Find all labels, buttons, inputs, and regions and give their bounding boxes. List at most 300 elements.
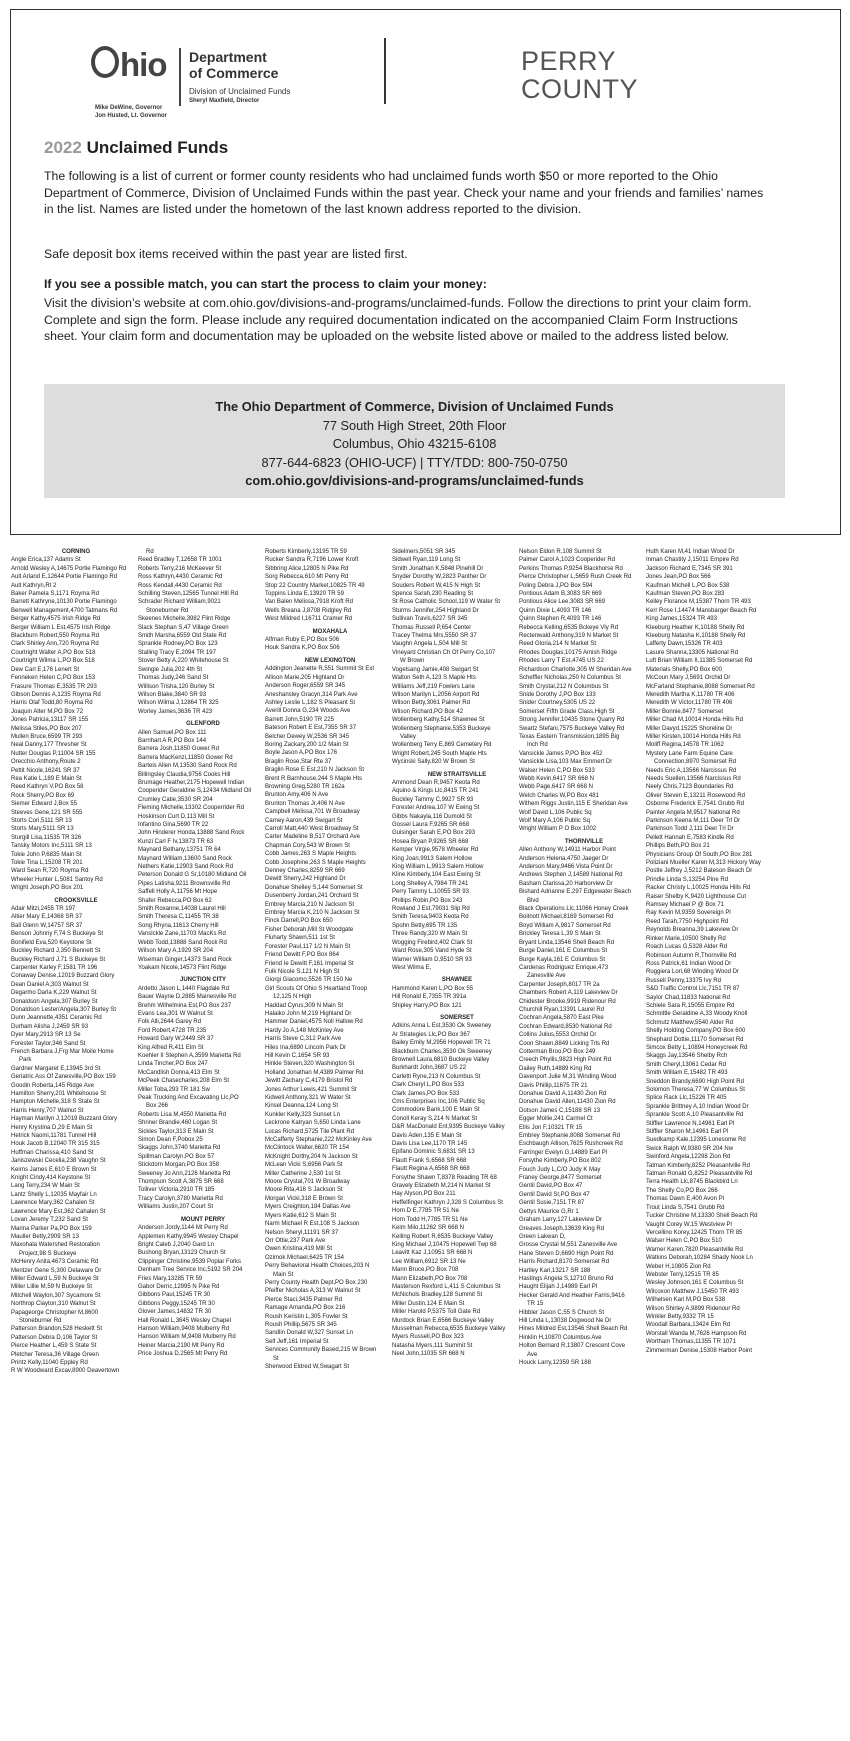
listing-entry: Gibson Dennis A,1235 Royma Rd [11,691,101,698]
listing-entry: Snider Courtney,5305 US 22 [519,700,596,707]
listing-entry: Miller Davyd,15225 Shoreline Dr [646,725,733,732]
listing-entry: Durham Alisha J,2459 SR 93 [11,1023,89,1030]
listing-entry: Vogelsang Jamie,408 Swigart St [392,666,479,673]
listing-entry: Trout Linda S,7541 Grubb Rd [646,1204,725,1211]
listing-entry: Skaggs Jay,13546 Shelby Rch [646,1053,728,1060]
listing-entry: Conaway Denise,12019 Buzzard Glory [11,973,115,980]
listing-entry: Warner William D,9510 SR 93 [392,956,472,963]
listing-entry: Epifano Dominic S,6831 SR 13 [392,1149,475,1156]
listing-entry: Nethers Katie,12903 Sand Rock Rd [138,864,234,871]
listing-entry: Barrera Josh,11850 Gower Rd [138,746,219,753]
listing-entry-continuation: W Brown [400,658,425,665]
listing-entry: Lantz Shelly L,12035 Mayfair Ln [11,1191,97,1198]
listing-entry: Vercellino Korey,12425 Thorn TR 85 [646,1229,743,1236]
listing-entry: Burge Kayla,161 E Columbus St [519,956,606,963]
listing-entry: Poling Debra J,PO Box 594 [519,582,593,589]
listing-entry: Perry Behavioral Health Choices,203 N [265,1263,370,1270]
listing-entry: Jones Arthur Lewis,421 Summit St [265,1086,357,1093]
listing-entry: Tansky Motors Inc,5111 SR 13 [11,843,92,850]
listing-entry: Roush Keristin L,305 Fowler St [265,1313,348,1320]
town-heading: SHAWNEE [441,977,473,984]
listing-entry: Pletcher Teresa,36 Village Green [11,1351,99,1358]
listing-entry: McNichols Bradley,128 Summit St [392,1292,483,1299]
listing-entry: Ault Arland E,12644 Portie Flamingo Rd [11,574,118,581]
listing-entry: Welch Charles W,PO Box 481 [519,792,599,799]
listing-entry: Belcher Dewey W,2536 SR 345 [265,733,350,740]
listing-entry: Campbell Melissa,701 W Broadway [265,809,360,816]
listing-entry: Green Lakwan D, [519,1233,566,1240]
county-name: PERRY COUNTY [521,46,638,104]
listing-entry: Watkins Deborah,10284 Shady Nook Ln [646,1255,753,1262]
listing-entry: Scheffler Nicholas,250 N Columbus St [519,675,621,682]
ohio-commerce-logo [91,46,391,121]
listing-entry: Denham Tree Service Inc,5192 SR 204 [138,1267,243,1274]
listing-entry: Hill Ronald E,7355 TR 391a [392,994,467,1001]
listing-entry: Wilson Marilyn L,2056 Airport Rd [392,691,480,698]
listing-entry: Siemer Edward J,Box 55 [11,801,78,808]
listing-entry: Anderson Mary,9466 Vista Point Dr [519,864,613,871]
listing-entry: Anderson Roger,6559 SR 345 [265,683,346,690]
town-heading: NEW LEXINGTON [304,657,356,664]
listing-entry: Worstall Wanda M,7626 Hampson Rd [646,1330,747,1337]
listing-entry: Kleeburg Heather K,10188 Shelly Rd [646,624,745,631]
town-heading: MOXAHALA [312,628,348,635]
listing-entry: Wogging Firebird,402 Clark St [392,939,473,946]
listing-entry: Racker Christy L,10025 Honda Hills Rd [646,885,751,892]
listing-entry: King William L,9913 Salem Hollow [392,864,484,871]
listing-entry: Houk Sandra K,PO Box 506 [265,645,340,652]
listing-entry: Cotterman Broo,PO Box 249 [519,1048,596,1055]
listing-entry: Creech Phyllis,9823 High Point Rd [519,1057,612,1064]
listing-entry: Carpenter Joseph,8017 TR 2a [519,981,600,988]
listing-entry: Koehler II Stephen A,3599 Marietta Rd [138,1052,241,1059]
listing-entry: D&R MacDonald Ent,9395 Buckeye Valley [392,1124,505,1131]
listing-entry: Benson Johnny F,74 S Buckeye St [11,931,104,938]
listing-entry: Allen Anthony W,14911 Harbor Point [519,847,616,854]
listing-entry: Perry Tammy L,10055 SR 93 [392,889,469,896]
listing-entry: Haddad Cyrus,309 N Main St [265,1002,344,1009]
listing-entry: Williams Justin,207 Court St [138,1204,214,1211]
listing-entry: Brehm Wilhelmina Est,PO Box 237 [138,1002,232,1009]
listing-entry: Goodin Roberta,145 Ridge Ave [11,1082,94,1089]
listing-entry: Hastings Angela S,12710 Bruno Rd [519,1275,614,1282]
listing-entry: Lasure Shanna,13305 National Rd [646,649,739,656]
listing-entry: Boring Zackary,200 1/2 Main St [265,741,349,748]
listing-entry: Knight Cindy,414 Keystone St [11,1175,91,1182]
listing-entry: Collins Julius,5553 Orchid Dr [519,1032,597,1039]
listing-entry: Ozimok Michael,6425 TR 154 [265,1254,344,1261]
listing-entry: Wilson Wilma J,12864 TR 325 [138,700,219,707]
listing-entry: Stiffler Lawrence N,14961 Earl Pl [646,1120,735,1127]
listing-entry-continuation: Park [19,1057,32,1064]
listing-entry: Wolf Mary A,106 Public Sq [519,818,590,824]
listing-entry: Somerset Fifth Grade Class,High St [519,708,615,715]
listing-entry: Basham Clarissa,20 Harborview Dr [519,880,613,887]
listing-column [11,548,141,1376]
listing-entry: Embrey Stephanie,8088 Somerset Rd [519,1133,621,1140]
listing-entry: Walser Helen C,PO Box 533 [519,767,595,774]
listing-entry: Barrett John,5190 TR 225 [265,716,334,723]
listing-entry: Stover Betty A,220 Whitehouse St [138,658,229,665]
governor-names: Mike DeWine, Governor Jon Husted, Lt. Governor [95,105,168,119]
listing-entry: Snyder Dorothy W,2823 Panther Dr [392,574,487,581]
listing-entry: Postle Jeffrey J,5212 Bateson Beach Dr [646,868,753,875]
address-org: The Ohio Department of Commerce, Division of Unclaimed Funds [215,399,614,414]
listing-entry: Forsythe Shawn T,8378 Reading TR 68 [392,1174,497,1181]
listing-entry: King Alfred R,411 Elm St [138,1044,204,1051]
listing-entry: Richardson Charlotte,305 W Sheridan Ave [519,666,632,673]
listing-entry: Bonifield Eva,520 Keystone St [11,939,92,946]
listing-entry: McClintock Walter,6620 TR 154 [265,1145,350,1152]
listing-entry: Miller Bonnie,8477 Somerset [646,708,724,715]
listing-entry: Musselman Rebecca,6535 Buckeye Valley [392,1325,506,1332]
listing-entry: Three Randy,320 W Main St [392,931,468,938]
listing-entry-continuation: Blvd [527,897,539,904]
listing-entry: Jackson Richard E,7345 SR 391 [646,565,733,572]
listing-entry: Wycinski Sally,820 W Brown St [392,759,475,766]
listing-entry: Nelson Sheryl,11191 SR 37 [265,1229,339,1236]
listing-entry: Stickdorn Morgan,PO Box 358 [138,1162,220,1169]
listing-entry: Gravely Elizabeth M,214 N Market St [392,1183,491,1190]
listing-entry: Kleeburg Natasha K,10188 Shelly Rd [646,633,746,640]
listing-entry: Miller Kirsten,10014 Honda Hills Rd [646,733,741,740]
mailing-address-box [44,384,785,498]
listing-entry: Barteis Allen M,13530 Sand Rock Rd [138,763,237,770]
listing-entry-continuation: TR 15 [527,1301,544,1308]
listing-entry: Self Jeff,161 Imperial St [265,1338,329,1345]
listing-entry: Gardner Margaret E,13945 3rd St [11,1065,101,1072]
listing-entry: Hartley Kari,13217 SR 188 [519,1267,591,1274]
listing-entry: Chapman Cory,543 W Brown St [265,842,350,849]
listing-entry: Ardetto Jason L,1440 Flagdale Rd [138,985,230,992]
listing-entry: Pierce Staci,3435 Palmer Rd [265,1296,343,1303]
listing-entry: Narm Michael R Est,108 S Jackson [265,1221,360,1228]
listing-entry: Webster Terry,12515 TR 85 [646,1271,719,1278]
listing-entry-continuation: Box 266 [146,1103,169,1110]
listing-entry: Suedkamp Kale,12395 Lonesome Rd [646,1137,746,1144]
listing-entry-continuation: Project,98 S Buckeye [19,1250,77,1257]
listing-entry: Luft Brian William II,11385 Somerset Rd [646,658,753,665]
listing-entry: Kelling Robert R,6535 Buckeye Valley [392,1233,493,1240]
listing-entry: Quinn Stephen R,4093 TR 146 [519,616,602,623]
listing-entry: Miller Harold P,5375 Toll Gate Rd [392,1309,481,1316]
listing-entry: Barrett Kathryne,10130 Portie Flamingo [11,599,117,606]
listing-entry: Pipes Latisha,9211 Brownsville Rd [138,880,230,887]
listing-entry: Song Rhyna,11613 Cherry Hill [138,922,219,929]
listing-entry: Shelly Holding Company,PO Box 600 [646,1028,746,1035]
listing-entry: Vaught Corey W,15 Westview Pl [646,1221,732,1228]
listing-entry: Cochran Angela,5870 East Pike [519,1015,604,1022]
listing-entry-continuation: Stoneburner Rd [19,1317,62,1324]
listing-entry-continuation: Valley [400,733,416,740]
listing-entry: Miller Dustin,124 E Main St [392,1300,465,1307]
listing-entry: Denney Charles,8259 SR 669 [265,868,345,875]
listing-entry: Donaldson Lester/Angela,307 Burley St [11,1006,117,1013]
listing-entry: Moore Rita,416 S Jackson St [265,1187,343,1194]
ohio-o-icon [91,46,119,78]
listing-entry: Thomas Dawn E,400 Avon Pl [646,1196,724,1203]
listing-entry: Carney Aaron,439 Swigart St [265,817,343,824]
listing-entry: Hayman Marilyn J,12019 Buzzard Glory [11,1116,118,1123]
listing-entry: Long Shelley A,7984 TR 241 [392,880,469,887]
listing-entry: Dunn Jeannette,4351 Ceramic Rd [11,1015,102,1022]
listing-entry: Ward Rose,305 Vand Hyde St [392,948,472,955]
listing-entry: Smith Roxanne,14038 Laurel Hill [138,906,226,913]
listing-entry: Fenneken Helen C,PO Box 153 [11,675,96,682]
listing-entry: Warner Karen,7820 Pleasantville Rd [646,1246,743,1253]
listing-entry: Black Operations Llc,11066 Honey Creek [519,906,629,913]
listing-entry: Wilson Betty,3061 Palmer Rd [392,700,470,707]
listing-entry: Vineyard Christian Ch Of Perry Co,107 [392,649,496,656]
listing-entry: Hill Kevin C,1654 SR 93 [265,1052,330,1059]
listing-entry: Sidwell Ryan,119 Long St [392,557,461,564]
listing-entry: Dewitt Sherry,242 Highland Dr [265,876,346,883]
listing-entry: Benwell Management,4700 Tatmans Rd [11,607,118,614]
listing-entry: Wilson Mary A,1929 SR 204 [138,948,214,955]
listing-entry: Stiffler Sharon M,14961 Earl Pl [646,1129,729,1136]
listing-entry: Forsythe Kimberly,PO Box 802 [519,1158,601,1165]
listing-entry: Donahue David A,11430 Zion Rd [519,1091,607,1097]
listing-entry: Wright William P O Box 1002 [519,826,597,833]
address-website[interactable]: com.ohio.gov/divisions-and-programs/unclaimed-funds [245,473,584,488]
listing-entry: Swick Ralph W,9380 SR 204 Nw [646,1145,734,1152]
listing-entry: Neel John,11035 SR 668 N [392,1351,465,1358]
listing-entry: Harris Henry,707 Walnut St [11,1107,84,1114]
listing-entry: Ar Strategies Llc,PO Box 367 [392,1031,471,1038]
listing-entry: Swinford Angela,12298 Zion Rd [646,1154,731,1161]
listing-entry: Bauer Wayne D,2885 Mainesville Rd [138,994,236,1001]
listing-entry: Carpenter Karley F,1581 TR 196 [11,964,98,971]
listing-entry: Boyd William A,9817 Somerset Rd [519,922,611,929]
listing-entry: Smith William E,15482 TR 493 [646,1070,728,1077]
listing-entry: Rhodes Douglas,10175 Amish Ridge [519,649,618,656]
listing-entry: R W Woodward Excav,8900 Deavertown [11,1368,120,1375]
listing-entry: McLean Vicki S,6956 Park St [265,1162,343,1169]
listing-entry: Walton Seth A,123 S Maple Hts [392,675,476,682]
listing-entry: Eschbaugh Allison,7625 Rushcreek Rd [519,1141,623,1148]
listing-entry: Thompson Scott A,3875 SR 668 [138,1179,224,1186]
listing-entry: Keim Milo,11262 SR 668 N [392,1225,464,1232]
listing-entry: Shriner Brandie,460 Logan St [138,1120,218,1127]
listing-entry: Bishard Adrianne E,297 Edgewater Beach [519,889,632,896]
listing-entry: Price Joshua D,2565 Mt Perry Rd [138,1351,228,1358]
listing-entry: Tracey Thelma Mrs,5550 SR 37 [392,633,477,640]
listing-entry: Pontious Adam B,3083 SR 669 [519,591,602,598]
listing-entry: Swartz Stefani,7575 Buckeye Valley Rd [519,725,625,732]
listing-entry: Keirns James E,610 E Brown St [11,1166,97,1173]
listing-entry: Flautt Frank S,6568 SR 668 [392,1157,467,1164]
listing-entry: Crumley Catie,3530 SR 204 [138,796,213,803]
listing-entry: Splice Rack Llc,15226 TR 405 [646,1095,727,1102]
listing-entry: Courtright Walter A,PO Box 518 [11,649,96,656]
listing-entry: Hane Steven D,6690 High Point Rd [519,1250,614,1257]
listing-entry: Halaiko John M,219 Highland Dr [265,1010,352,1017]
listing-entry: Roberts Kimberly,13195 TR 59 [265,549,347,555]
listing-entry: McFarland Stephanie,8088 Somerset Rd [646,683,755,690]
listing-entry: Simcox Betty L,10894 Honeycreek Rd [646,1044,748,1051]
listing-entry: Mentzer Gene S,300 Delaware Dr [11,1267,102,1274]
listing-entry: Palmer Carol A,1023 Cooperider Rd [519,557,616,564]
listing-entry: Angle Erica,137 Adams St [11,557,81,564]
listing-entry: Donahue Shelley S,144 Somerset St [265,884,363,891]
listing-entry: Lawrence Mary Est,362 Cahalen St [11,1208,106,1215]
listing-entry: Hinklin H,10870 Columbus Ave [519,1334,602,1341]
listing-entry: King Joan,9913 Salem Hollow [392,855,473,862]
listing-entry: Pellett Hannah E,7583 Kindle Rd [646,834,734,841]
listing-entry: Kinsel Deanna,124 Long St [265,1103,339,1110]
listing-entry: Weber H,10805 Zion Rd [646,1263,711,1270]
listing-entry: Smith Theresa C,11455 TR 38 [138,914,219,921]
listing-entry: Conoll Keray S,214 N Market St [392,1115,478,1122]
listing-entry: Myers Katie,612 S Main St [265,1212,337,1219]
listing-entry: Natasha Myers,111 Summit St [392,1342,473,1349]
listing-entry: Wilson Blake,3840 SR 93 [138,691,207,698]
listing-entry-continuation: 12,125 N High [273,994,312,1001]
listing-entry: Leckrone Katryan S,650 Linda Lane [265,1120,361,1127]
listing-entry: Barrera MacKenzi,11850 Gower Rd [138,754,233,761]
listing-entry: Meredith W Victor,11780 TR 406 [646,700,733,707]
listing-entry: Reed Bradley T,12658 TR 1001 [138,557,222,564]
listing-entry: Fleming Michelle,13302 Cooperrider Rd [138,805,245,812]
listing-entry: Hampton Michelle,318 S State St [11,1099,100,1106]
listing-entry: Yoakam Nicole,14573 Flint Ridge [138,964,227,971]
listing-entry: Holland Jonathan M,4389 Palmer Rd [265,1069,364,1076]
listing-entry: Wesley Johnson,161 E Columbus St [646,1280,744,1287]
listing-entry: Mullen Bruce,6599 TR 293 [11,733,83,740]
listing-entry: Andrews Stephen J,14589 National Rd [519,872,623,879]
listing-entry: McCafferty Stephanie,222 McKinley Ave [265,1137,372,1144]
listing-entry: Maynard Bethany,13751 TR 64 [138,847,221,854]
listing-entry: Tokie Tina L,15208 TR 201 [11,860,83,867]
listing-entry: Dusenberry Jordan,241 Orchard St [265,893,359,900]
listing-entry: Clippinger Christine,9539 Poplar Forks [138,1258,242,1265]
listing-entry: Wolf David L,106 Public Sq [519,809,592,816]
listing-entry: Graham Larry,127 Lakeview Dr [519,1217,602,1224]
listing-entry: Carroll Matt,440 West Broadway St [265,826,359,832]
listing-entry: Forester Taylor,346 Sand St [11,1040,86,1047]
listing-entry: Marina Parker Pa,PO Box 159 [11,1225,92,1232]
listing-entry: Owen Kristina,419 Mill St [265,1246,333,1253]
listing-entry: Northrop Clayton,310 Walnut St [11,1301,96,1308]
listing-entry: Webb Todd,13888 Sand Rock Rd [138,939,227,946]
listing-entry: Parkinson Keena M,111 Deer Trl Dr [646,818,741,824]
listing-entry: Rea Katie L,189 E Main St [11,775,82,782]
listing-entry: Billingsley Claudia,9756 Cooks Hill [138,771,231,778]
listing-entry: Ramage Amanda,PO Box 216 [265,1305,346,1312]
listing-entry: Shafer Rebecca,PO Box 62 [138,897,212,904]
listing-entry: Snide Dorothy J,PO Box 133 [519,691,596,698]
listing-entry: Lafferty Dawn,15326 TR 403 [646,641,723,648]
listing-entry: Hines Mildred Est,13546 Shell Beach Rd [519,1326,628,1333]
listing-entry: Hay Alyson,PO Box 211 [392,1191,456,1198]
listing-entry: Zimmerman Denise,15308 Harbor Point [646,1347,753,1354]
listing-entry: Farringer Evelyn G,14889 Earl Pl [519,1149,608,1156]
listing-column [265,548,395,1371]
page-title: 2022 Unclaimed Funds [44,138,229,157]
listing-entry: Materials Shelly,PO Box 600 [646,666,722,673]
listing-entry: Huffman Charissa,410 Sand St [11,1149,94,1156]
listing-entry: Braglin Rose,Star Rte 37 [265,758,332,765]
listing-entry: Jewitt Zachary C,4179 Bristol Rd [265,1078,353,1085]
listing-entry: Giorgi Giacomo,5526 TR 150 Ne [265,977,353,984]
listing-entry: Hardy Jo A,148 McKinley Ave [265,1027,344,1034]
listing-entry: Pierce Heather L,459 S State St [11,1343,97,1350]
listing-entry: Braglin Rose E Est,210 N Jackson St [265,767,365,774]
listing-entry: Blackburn Robert,550 Royma Rd [11,633,100,640]
listing-entry: Myers Russell,PO Box 323 [392,1334,464,1341]
listing-entry: Spohn Betty,695 TR 135 [392,922,458,929]
listing-entry: Kemper Virgie,9578 Wheeler Rd [392,847,479,854]
listing-entry: Gossel Laura F,9265 SR 668 [392,822,470,828]
listing-entry: McHenry Anita,4673 Ceramic Rd [11,1259,99,1266]
listing-entry: Raiser Shelby K,9420 Lighthouse Cut [646,893,747,900]
listing-entry: Wortham Thomas,11355 TR 1071 [646,1339,736,1346]
listing-entry: Storts Cori,5111 SR 13 [11,818,72,824]
listing-entry: Smith Cheryl,13061 Cedar Rd [646,1061,727,1068]
listing-entry: Rowland J Est,79031 Slip Rd [392,906,470,913]
listing-entry: Friend Ie Dewitt F,161 Imperial St [265,960,354,967]
listing-entry: West Mildred I,16711 Cramer Rd [265,616,353,623]
listing-entry: Ellis Jon F,10321 TR 15 [519,1124,583,1131]
listing-entry: Clark Shirley Ann,720 Royma Rd [11,641,99,648]
listing-entry: Roush Phillip,5675 SR 345 [265,1321,337,1328]
listing-entry: Bryant Linda,13546 Shell Beach Rd [519,939,615,946]
town-heading: THORNVILLE [564,838,604,845]
listing-entry: Texas Eastern Transmission,1895 Big [519,733,620,740]
listing-entry: Carter Madeline B,517 Orchard Ave [265,834,360,841]
listing-entry: Reynolds Breanna,39 Lakeview Dr [646,927,739,934]
listing-entry: Heffelfinger Kathryn J,328 S Columbus St [392,1199,503,1206]
listing-entry: Lucas Richard,5725 Tile Plant Rd [265,1128,355,1135]
listing-entry: Wollenberg Terry E,869 Cemetery Rd [392,742,492,749]
listing-entry: S&D Traffic Control Llc,7151 TR 87 [646,986,740,993]
listing-entry: Ford Robert,4728 TR 235 [138,1027,207,1034]
listing-entry: Shephard Dottie,11170 Somerset Rd [646,1036,744,1043]
listing-entry: Rinker Marie,10500 Shelly Rd [646,935,726,942]
listing-entry: Inman Chastity J,15011 Empire Rd [646,557,739,564]
town-heading: GLENFORD [186,721,220,728]
listing-entry: Painter Angela M,9517 National Rd [646,809,740,816]
listing-entry: Commodore Bank,100 E Main St [392,1107,480,1114]
listing-entry: Toppins Linda E,13920 TR 59 [265,591,344,598]
division-name: Division of Unclaimed Funds [189,87,291,96]
listing-entry: Mauller Betty,2909 SR 13 [11,1233,79,1240]
town-heading: CORNING [61,549,91,555]
listing-entry: Browning Greg,5280 TR 162a [265,783,345,790]
listing-entry: Grosse Crystal M,551 Zanesville Ave [519,1242,618,1249]
listing-entry-continuation: Rd [146,549,154,555]
listing-entry: Davis Aden,135 E Main St [392,1132,462,1139]
listing-entry: King Michael J,10475 Hopewell Twp 68 [392,1241,497,1248]
listing-entry: Reed Kathryn V,PO Box 58 [11,784,84,791]
listing-entry: Phillips Robin,PO Box 243 [392,897,463,904]
listing-entry: Kaufman Steven,PO Box 283 [646,591,725,598]
listing-entry: McCandlish Donna,413 Elm St [138,1069,220,1076]
listing-entry: Strong Jennifer,10435 Stone Quarry Rd [519,717,625,724]
listing-entry: Altier Mary E,14368 SR 37 [11,914,83,921]
listing-entry: Ashley Leslie L,182 S Pleasant St [265,699,356,706]
listing-entry: Brunton Amy,406 N Ave [265,792,329,799]
listing-entry: Flautt Regina A,6568 SR 668 [392,1166,470,1173]
listing-entry: Boitnott Michael,8169 Somerset Rd [519,914,614,921]
listing-entry: Kerr Rose I,14474 Mansbarger Beach Rd [646,607,757,614]
listing-entry: Spillman Carolyn,PO Box 57 [138,1153,215,1160]
listing-entry: Buckley Richard J,71 S Buckeye St [11,956,106,963]
listing-entry: Vansickle Lisa,103 Max Emmert Dr [519,759,613,766]
listing-entry: Degarmo Darla K,229 Walnut St [11,990,97,997]
listing-entry: Sherwood Eldred W,Swagart St [265,1364,350,1370]
listing-entry: Wollenberg Kathy,514 Shawnee St [392,717,485,724]
